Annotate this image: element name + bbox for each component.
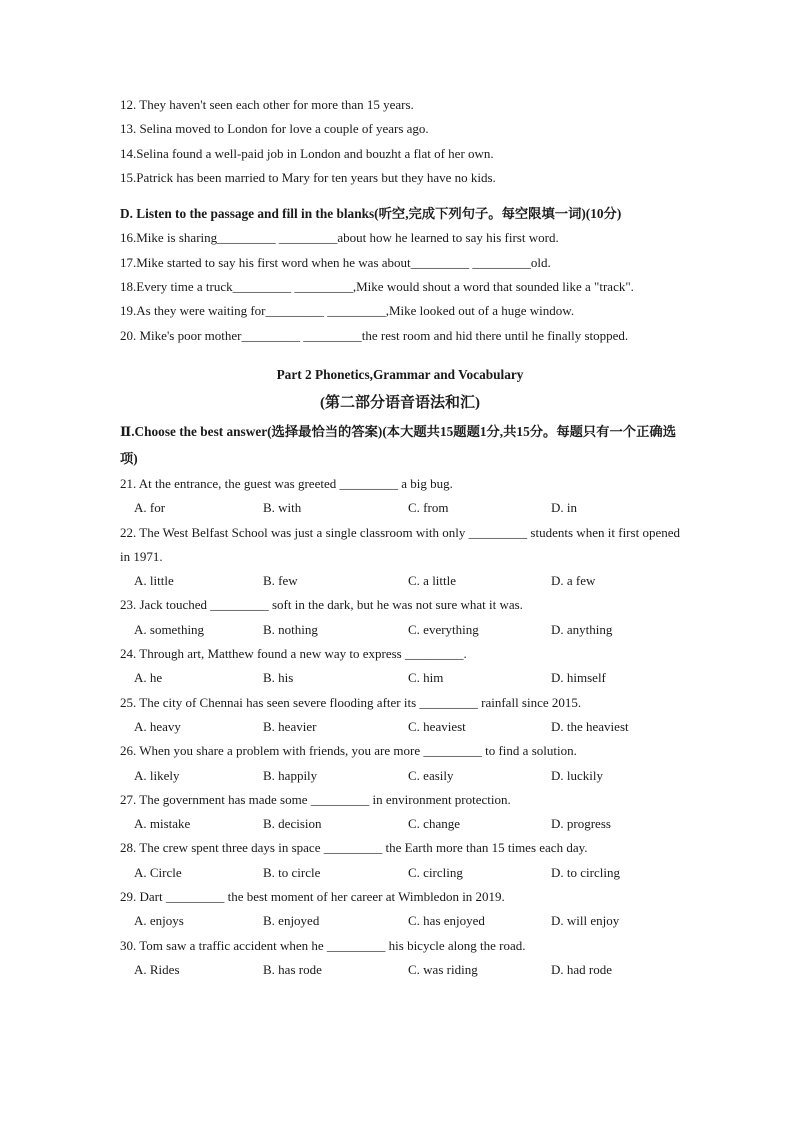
- question-26: [120, 739, 680, 788]
- option-a: A. Rides: [134, 961, 180, 977]
- part-2-subtitle: (第二部分语音语法和汇): [320, 394, 480, 411]
- question-24: [120, 642, 680, 691]
- answer-options: [120, 666, 680, 690]
- fill-blank-17: 17.Mike started to say his first word when he was about_________ _________old.: [120, 254, 551, 270]
- option-b: B. nothing: [263, 621, 318, 637]
- statement-13: 13. Selina moved to London for love a couple of years ago.: [120, 121, 429, 137]
- part-2-title: Part 2 Phonetics,Grammar and Vocabulary: [276, 366, 524, 382]
- option-c: C. a little: [408, 573, 457, 589]
- fill-blank-16: 16.Mike is sharing_________ _________about how he learned to say his first word.: [120, 230, 559, 246]
- question-stem: 22. The West Belfast School was just a single classroom with only _________ students when it first opened in 1971.: [120, 524, 680, 564]
- option-d: D. had rode: [551, 961, 613, 977]
- question-25: [120, 691, 680, 740]
- question-30: [120, 934, 680, 983]
- option-c: C. change: [408, 816, 460, 832]
- answer-options: [120, 861, 680, 885]
- option-c: C. easily: [408, 767, 454, 783]
- statement-15: 15.Patrick has been married to Mary for ten years but they have no kids.: [120, 169, 496, 185]
- question-28: [120, 836, 680, 885]
- option-c: C. from: [408, 500, 449, 516]
- answer-options: [120, 764, 680, 788]
- option-b: B. few: [263, 573, 298, 589]
- option-a: A. likely: [134, 767, 180, 783]
- option-d: D. himself: [551, 670, 606, 686]
- question-stem: 30. Tom saw a traffic accident when he _________ his bicycle along the road.: [120, 937, 526, 953]
- option-a: A. Circle: [134, 864, 182, 880]
- option-c: C. heaviest: [408, 718, 466, 734]
- option-c: C. was riding: [408, 961, 478, 977]
- option-b: B. enjoyed: [263, 913, 320, 929]
- fill-blank-20: 20. Mike's poor mother_________ _________the rest room and hid there until he finally stopped.: [120, 327, 629, 343]
- option-a: A. heavy: [134, 718, 181, 734]
- option-d: D. in: [551, 500, 577, 516]
- option-c: C. has enjoyed: [408, 913, 485, 929]
- question-stem: 28. The crew spent three days in space _________ the Earth more than 15 times each day.: [120, 840, 588, 856]
- option-b: B. heavier: [263, 718, 317, 734]
- option-a: A. for: [134, 500, 166, 516]
- option-b: B. has rode: [263, 961, 322, 977]
- question-stem: 27. The government has made some _________ in environment protection.: [120, 791, 511, 807]
- question-stem: 21. At the entrance, the guest was greeted _________ a big bug.: [120, 475, 453, 491]
- option-c: C. everything: [408, 621, 479, 637]
- option-c: C. him: [408, 670, 444, 686]
- option-d: D. luckily: [551, 767, 603, 783]
- option-b: B. with: [263, 500, 302, 516]
- section-d-heading: D. Listen to the passage and fill in the blanks(听空,完成下列句子。每空限填一词)(10分): [120, 206, 622, 222]
- answer-options: [120, 569, 680, 593]
- option-d: D. to circling: [551, 864, 620, 880]
- option-a: A. something: [134, 621, 205, 637]
- option-b: B. decision: [263, 816, 322, 832]
- option-b: B. his: [263, 670, 294, 686]
- question-stem: 23. Jack touched _________ soft in the dark, but he was not sure what it was.: [120, 597, 523, 613]
- exam-page: [120, 93, 680, 982]
- answer-options: [120, 715, 680, 739]
- question-27: [120, 788, 680, 837]
- listening-c-statements: [120, 93, 680, 190]
- fill-blank-19: 19.As they were waiting for_________ _________,Mike looked out of a huge window.: [120, 303, 575, 319]
- answer-options: [120, 618, 680, 642]
- option-b: B. to circle: [263, 864, 321, 880]
- statement-12: 12. They haven't seen each other for more than 15 years.: [120, 97, 414, 112]
- question-22: [120, 521, 680, 594]
- option-d: D. anything: [551, 621, 613, 637]
- option-d: D. will enjoy: [551, 913, 620, 929]
- fill-blank-18: 18.Every time a truck_________ _________,Mike would shout a word that sounded like a "track".: [120, 279, 634, 295]
- option-d: D. a few: [551, 573, 596, 589]
- option-d: D. progress: [551, 816, 611, 832]
- statement-14: 14.Selina found a well-paid job in London and bouzht a flat of her own.: [120, 145, 494, 161]
- question-stem: 25. The city of Chennai has seen severe flooding after its _________ rainfall since 2015.: [120, 694, 582, 710]
- option-a: A. he: [134, 670, 163, 686]
- option-a: A. enjoys: [134, 913, 184, 929]
- section-d-items: [120, 226, 680, 347]
- question-stem: 26. When you share a problem with friends, you are more _________ to find a solution.: [120, 743, 577, 759]
- option-d: D. the heaviest: [551, 718, 629, 734]
- option-b: B. happily: [263, 767, 318, 783]
- multiple-choice-list: [120, 472, 680, 982]
- answer-options: [120, 958, 680, 982]
- section-ii-instruction: Ⅱ.Choose the best answer(选择最恰当的答案)(本大题共15题题1分,共15分。每题只有一个正确选项): [120, 423, 676, 466]
- answer-options: [120, 496, 680, 520]
- question-stem: 29. Dart _________ the best moment of her career at Wimbledon in 2019.: [120, 889, 505, 905]
- option-a: A. mistake: [134, 816, 191, 832]
- question-stem: 24. Through art, Matthew found a new way to express _________.: [120, 646, 467, 662]
- option-c: C. circling: [408, 864, 463, 880]
- question-21: [120, 472, 680, 521]
- option-a: A. little: [134, 573, 174, 589]
- answer-options: [120, 812, 680, 836]
- question-23: [120, 593, 680, 642]
- question-29: [120, 885, 680, 934]
- answer-options: [120, 909, 680, 933]
